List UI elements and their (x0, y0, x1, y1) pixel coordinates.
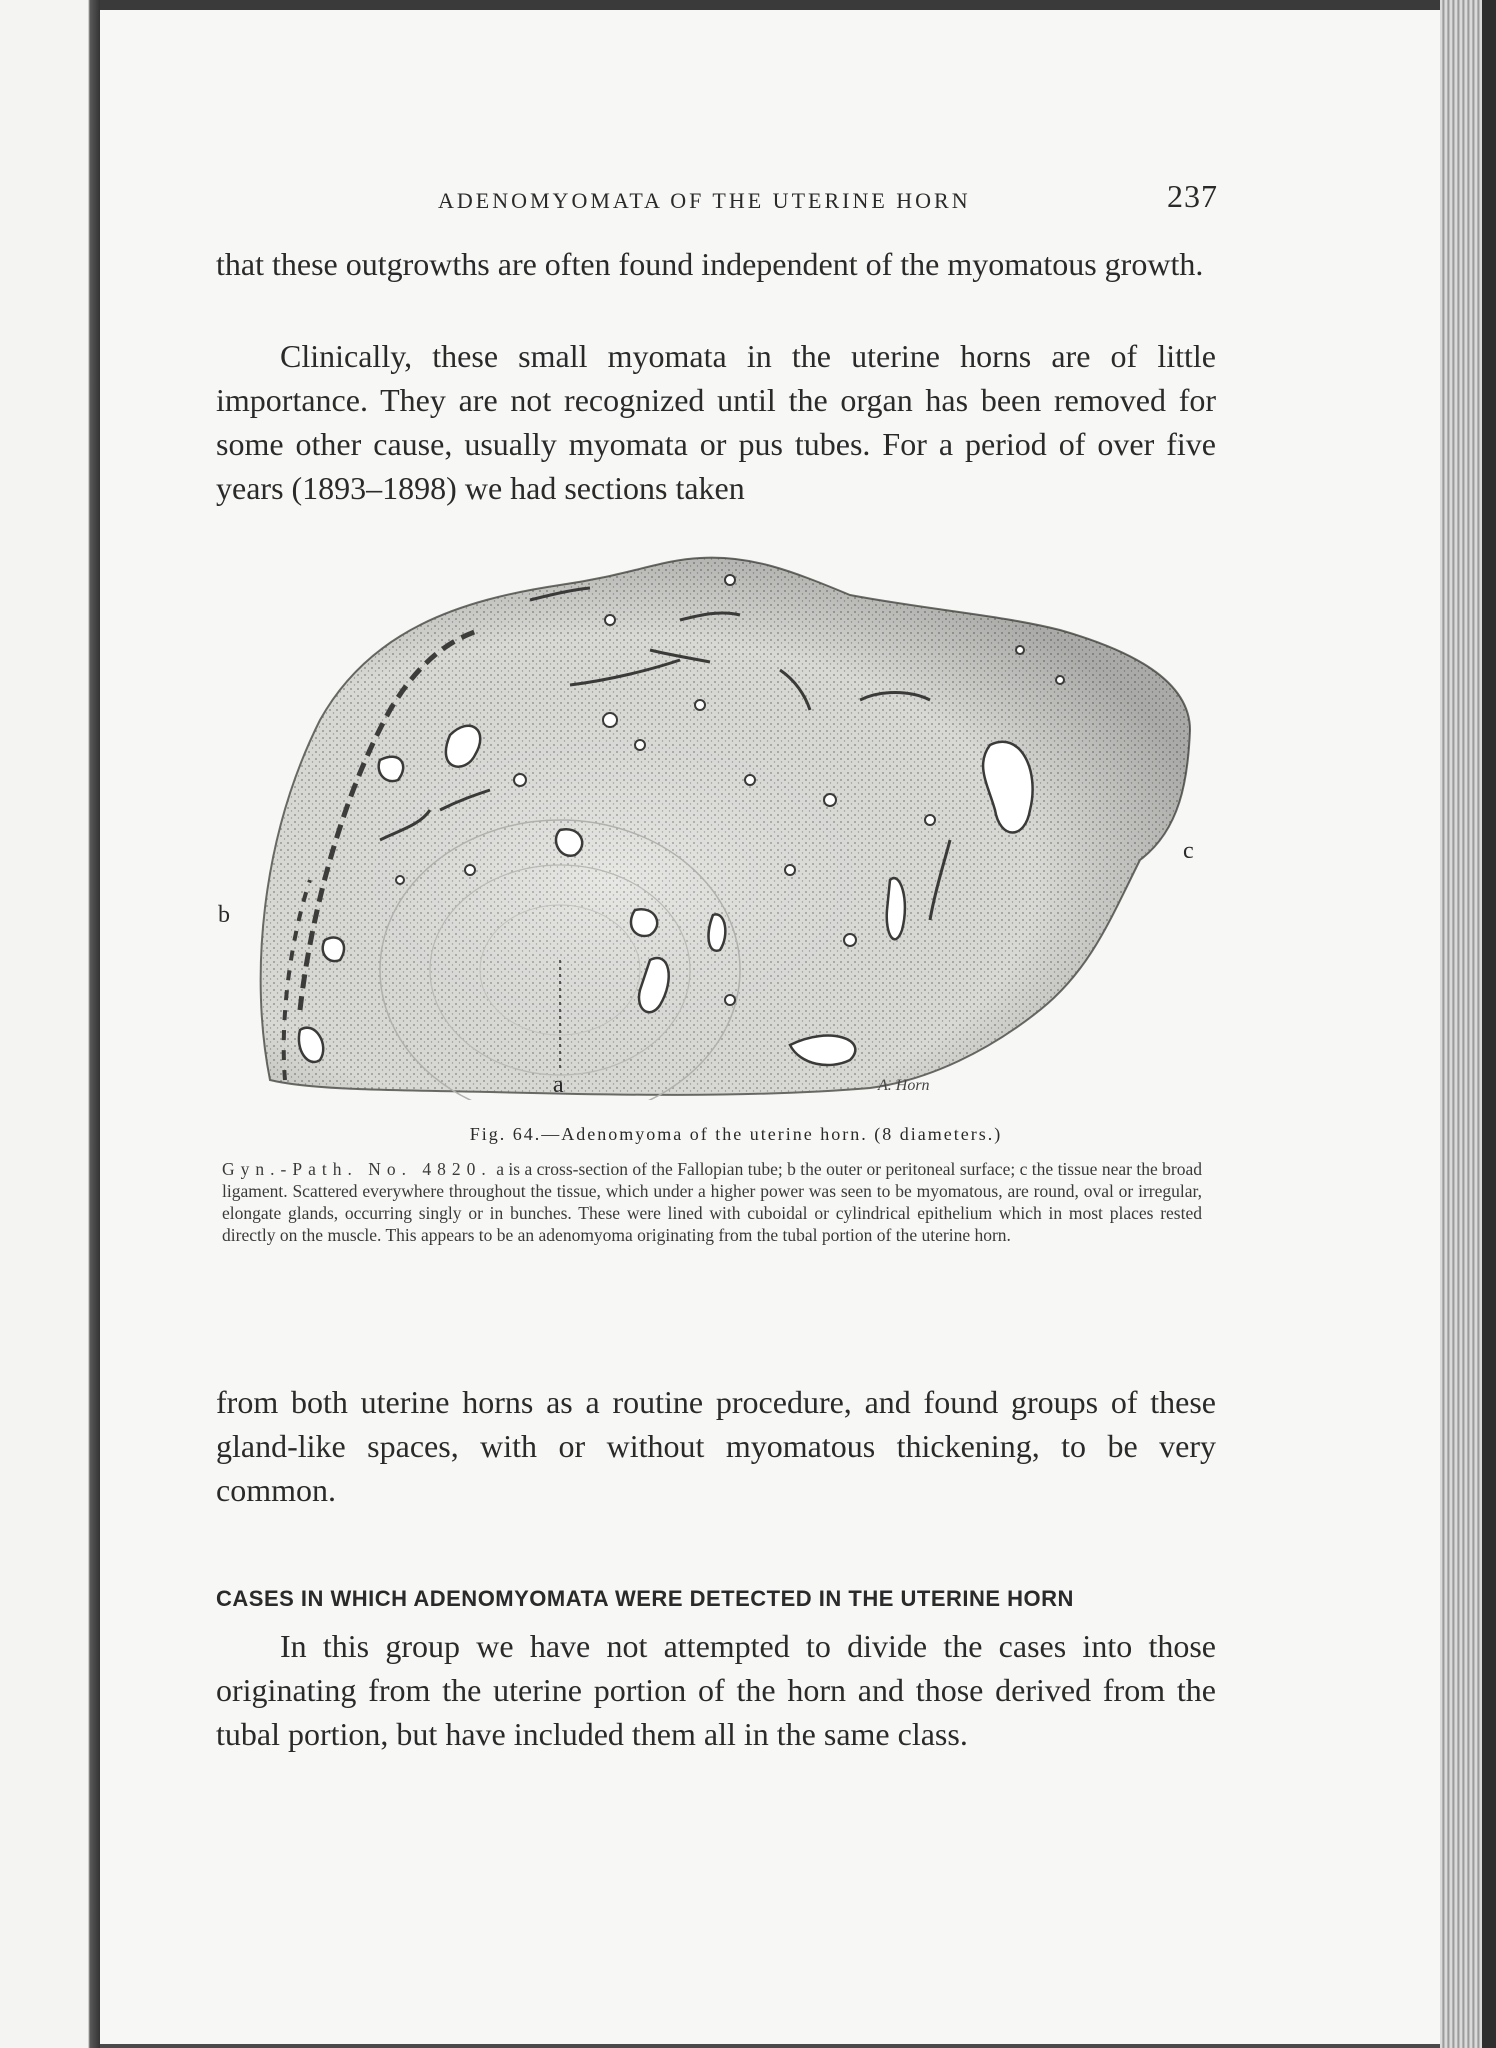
running-head (438, 178, 1218, 222)
running-title: ADENOMYOMATA OF THE UTERINE HORN (438, 188, 971, 213)
section-heading: CASES IN WHICH ADENOMYOMATA WERE DETECTED IN THE UTERINE HORN (216, 1586, 1074, 1611)
figure-label-b: b (218, 902, 230, 928)
adenomyoma-section-illustration (230, 540, 1230, 1100)
page-stack-edge (1440, 0, 1496, 2048)
figure-caption: Fig. 64.—Adenomyoma of the uterine horn. (8 diameters.) (469, 1124, 1003, 1144)
page-number: 237 (1167, 178, 1218, 214)
legend-case-number: Gyn.-Path. No. 4820. (222, 1159, 492, 1179)
legend-text: a is a cross-section of the Fallopian tube; b the outer or peritoneal surface; c the tissue near the broad ligament. Scattered everywhere throughout the tissue, which under a higher power was seen to be myomatous, are round, oval or irregular, elongate glands, occurring singly or in bunches. These were lined with cuboidal or cylindrical epithelium which in most places rested directly on the muscle. This appears to be an adenomyoma originating from the tubal portion of the uterine horn. (222, 1159, 1203, 1245)
paragraph-routine-procedure: from both uterine horns as a routine procedure, and found groups of these gland-like spaces, with or without myomatous thickening, to be very common. (216, 1384, 1216, 1508)
book-top-edge (100, 0, 1440, 10)
paragraph-in-this-group: In this group we have not attempted to divide the cases into those originating from the uterine portion of the horn and those derived from the tubal portion, but have included them all in the same class. (216, 1628, 1216, 1752)
figure-label-a: a (553, 1072, 564, 1098)
facing-page-edge (0, 0, 100, 2048)
figure-legend (222, 1158, 1202, 1246)
figure-64 (218, 540, 1230, 1100)
paragraph-clinically: Clinically, these small myomata in the uterine horns are of little importance. They are not recognized until the organ has been removed for some other cause, usually myomata or pus tubes. For a period of over five years (1893–1898) we had sections taken (216, 338, 1216, 506)
artist-signature: A. Horn (878, 1077, 930, 1094)
paragraph-continuation: that these outgrowths are often found independent of the myomatous growth. (216, 246, 1204, 282)
figure-label-c: c (1183, 838, 1194, 864)
